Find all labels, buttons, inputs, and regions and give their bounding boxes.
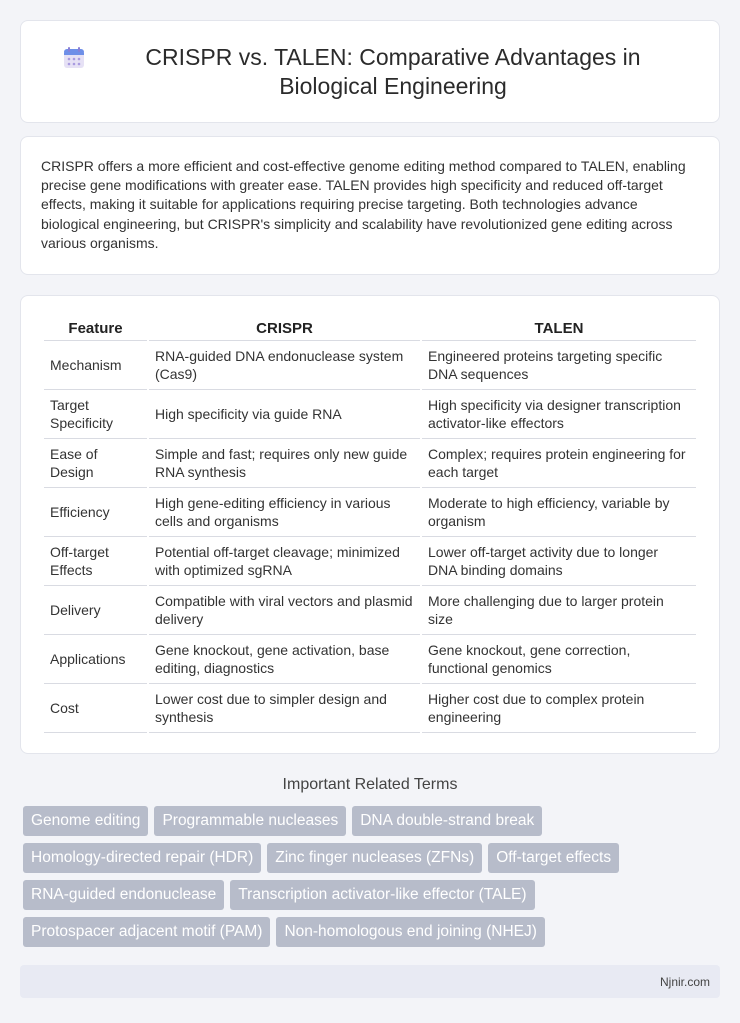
talen-cell: Higher cost due to complex protein engineering [422, 684, 696, 733]
table-row [44, 635, 696, 684]
crispr-cell: High specificity via guide RNA [149, 390, 420, 439]
related-term-tag[interactable]: Homology-directed repair (HDR) [23, 843, 261, 873]
title-wrap [61, 43, 679, 101]
talen-cell: Engineered proteins targeting specific DNA sequences [422, 341, 696, 390]
summary-text: CRISPR offers a more efficient and cost-effective genome editing method compared to TALEN, enabling precise gene modifications with greater ease. TALEN provides high specificity and reduced off-target effects, making it suitable for applications requiring precise targeting. Both technologies advance biological engineering, but CRISPR's simplicity and scalability have revolutionized gene editing across various organisms. [41, 158, 686, 251]
header-feature: Feature [44, 314, 147, 341]
related-term-tag[interactable]: Non-homologous end joining (NHEJ) [276, 917, 544, 947]
related-term-tag[interactable]: DNA double-strand break [352, 806, 542, 836]
related-term-tag[interactable]: Protospacer adjacent motif (PAM) [23, 917, 270, 947]
table-header-row [44, 314, 696, 341]
table-row [44, 390, 696, 439]
feature-cell: Ease of Design [44, 439, 147, 488]
crispr-cell: Simple and fast; requires only new guide RNA synthesis [149, 439, 420, 488]
related-term-tag[interactable]: Off-target effects [488, 843, 619, 873]
table-row [44, 488, 696, 537]
feature-cell: Target Specificity [44, 390, 147, 439]
related-term-tag[interactable]: Zinc finger nucleases (ZFNs) [267, 843, 482, 873]
talen-cell: Complex; requires protein engineering for each target [422, 439, 696, 488]
feature-cell: Mechanism [44, 341, 147, 390]
talen-cell: High specificity via designer transcription activator-like effectors [422, 390, 696, 439]
feature-cell: Applications [44, 635, 147, 684]
feature-cell: Cost [44, 684, 147, 733]
crispr-cell: Lower cost due to simpler design and synthesis [149, 684, 420, 733]
table-row [44, 439, 696, 488]
table-row [44, 341, 696, 390]
table-row [44, 537, 696, 586]
talen-cell: Moderate to high efficiency, variable by organism [422, 488, 696, 537]
calendar-icon [61, 45, 87, 71]
talen-cell: Gene knockout, gene correction, functional genomics [422, 635, 696, 684]
footer [20, 965, 720, 998]
related-term-tag[interactable]: Programmable nucleases [154, 806, 346, 836]
feature-cell: Delivery [44, 586, 147, 635]
crispr-cell: Potential off-target cleavage; minimized with optimized sgRNA [149, 537, 420, 586]
related-term-tag[interactable]: Genome editing [23, 806, 148, 836]
header-crispr: CRISPR [149, 314, 420, 341]
title-card [20, 20, 720, 123]
table-row [44, 586, 696, 635]
feature-cell: Off-target Effects [44, 537, 147, 586]
crispr-cell: High gene-editing efficiency in various cells and organisms [149, 488, 420, 537]
talen-cell: More challenging due to larger protein size [422, 586, 696, 635]
footer-site[interactable]: Njnir.com [659, 974, 710, 989]
talen-cell: Lower off-target activity due to longer DNA binding domains [422, 537, 696, 586]
crispr-cell: Compatible with viral vectors and plasmid delivery [149, 586, 420, 635]
crispr-cell: RNA-guided DNA endonuclease system (Cas9) [149, 341, 420, 390]
crispr-cell: Gene knockout, gene activation, base editing, diagnostics [149, 635, 420, 684]
page-title: CRISPR vs. TALEN: Comparative Advantages in Biological Engineering [145, 43, 641, 99]
summary-card [20, 136, 720, 275]
feature-cell: Efficiency [44, 488, 147, 537]
comparison-table [42, 314, 698, 733]
related-terms-list [20, 806, 720, 954]
related-term-tag[interactable]: Transcription activator-like effector (TALE) [230, 880, 534, 910]
comparison-table-card [20, 295, 720, 754]
related-term-tag[interactable]: RNA-guided endonuclease [23, 880, 224, 910]
table-row [44, 684, 696, 733]
related-terms-title: Important Related Terms [282, 776, 458, 793]
header-talen: TALEN [422, 314, 696, 341]
